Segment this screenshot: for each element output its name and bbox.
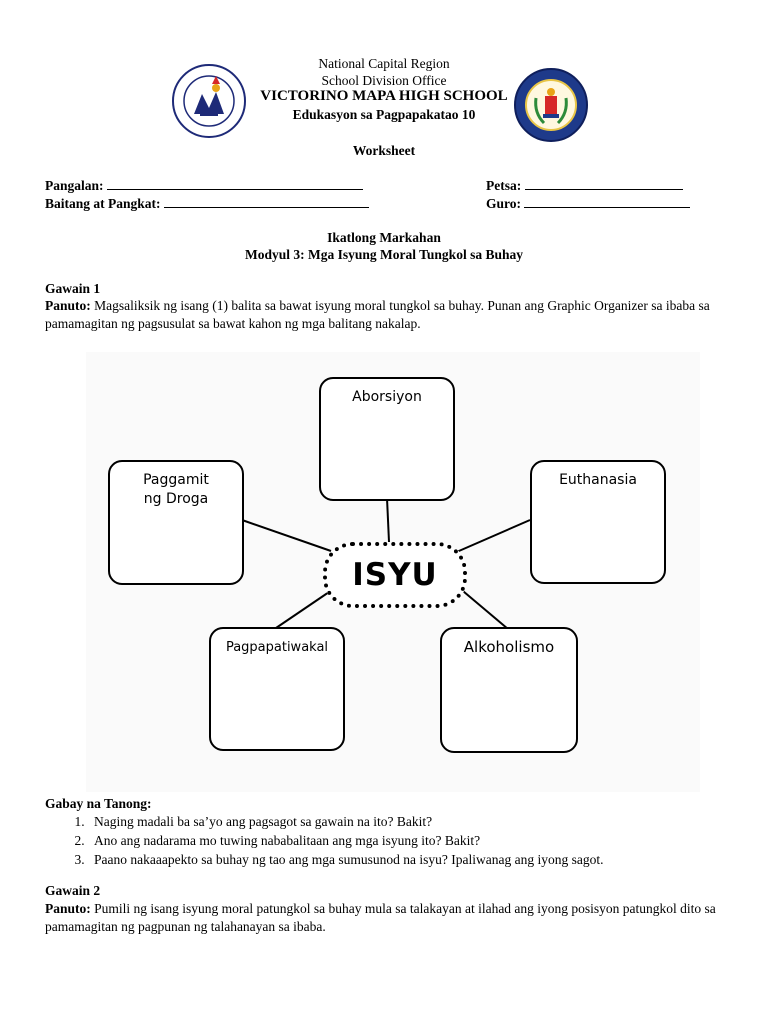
activity2-instruction-label: Panuto: <box>45 901 91 916</box>
guide-question-2: 2. Ano ang nadarama mo tuwing nababalitaan ang mga isyung ito? Bakit? <box>88 831 768 850</box>
box-label-euthanasia: Euthanasia <box>559 472 637 488</box>
organizer-box-alkoholismo[interactable] <box>440 627 578 753</box>
connector-top <box>387 498 389 542</box>
guide-title: Gabay na Tanong: <box>45 796 152 811</box>
activity2-instruction-text: Pumili ng isang isyung moral patungkol sa buhay mula sa talakayan at ilahad ang iyong posisyon patungkol dito sa pamamagitan ng pagpunan ng talahanayan sa ibaba. <box>45 901 716 934</box>
date-label: Petsa: <box>486 178 522 193</box>
box-label-line-1: Paggamit <box>143 472 209 488</box>
connector-left <box>242 520 331 551</box>
box-label-line-2: ng Droga <box>143 491 209 507</box>
module-title: Modyul 3: Mga Isyung Moral Tungkol sa Buhay <box>245 247 523 262</box>
box-label-aborsiyon: Aborsiyon <box>352 389 422 405</box>
activity2-title: Gawain 2 <box>45 883 101 898</box>
activity2-instruction <box>45 900 735 936</box>
office-line: School Division Office <box>321 73 447 88</box>
region-line: National Capital Region <box>318 56 450 71</box>
organizer-box-pagpapatiwakal[interactable] <box>209 627 345 751</box>
box-label-paggamit-ng-droga <box>110 462 242 509</box>
connector-right <box>452 520 530 554</box>
box-label-alkoholismo: Alkoholismo <box>463 638 555 656</box>
school-name: VICTORINO MAPA HIGH SCHOOL <box>260 88 508 104</box>
subject-line: Edukasyon sa Pagpapakatao 10 <box>292 107 476 122</box>
quarter-title: Ikatlong Markahan <box>327 230 441 245</box>
box-label-pagpapatiwakal: Pagpapatiwakal <box>225 640 329 655</box>
activity1-instruction-label: Panuto: <box>45 298 91 313</box>
worksheet-title: Worksheet <box>352 143 416 158</box>
connector-bottom-left <box>276 590 332 628</box>
guide-question-1: 1. Naging madali ba sa’yo ang pagsagot sa gawain na ito? Bakit? <box>88 812 768 831</box>
organizer-box-aborsiyon[interactable] <box>319 377 455 501</box>
name-label: Pangalan: <box>45 178 104 193</box>
teacher-label: Guro: <box>486 196 522 211</box>
activity1-title: Gawain 1 <box>45 281 101 296</box>
organizer-box-euthanasia[interactable] <box>530 460 666 584</box>
organizer-box-paggamit-ng-droga[interactable] <box>108 460 244 585</box>
grade-section-label: Baitang at Pangkat: <box>45 196 161 211</box>
guide-question-3: 3. Paano nakaaapekto sa buhay ng tao ang mga sumusunod na isyu? Ipaliwanag ang iyong sagot. <box>88 850 768 869</box>
activity1-instruction-text: Magsaliksik ng isang (1) balita sa bawat isyung moral tungkol sa buhay. Punan ang Graphic Organizer sa ibaba sa pamamagitan ng pagsusulat sa bawat kahon ng mga balitang nakalap. <box>45 298 710 331</box>
connector-bottom-right <box>457 586 508 629</box>
organizer-center-isyu: ISYU <box>323 542 467 608</box>
guide-questions-list <box>45 812 768 869</box>
